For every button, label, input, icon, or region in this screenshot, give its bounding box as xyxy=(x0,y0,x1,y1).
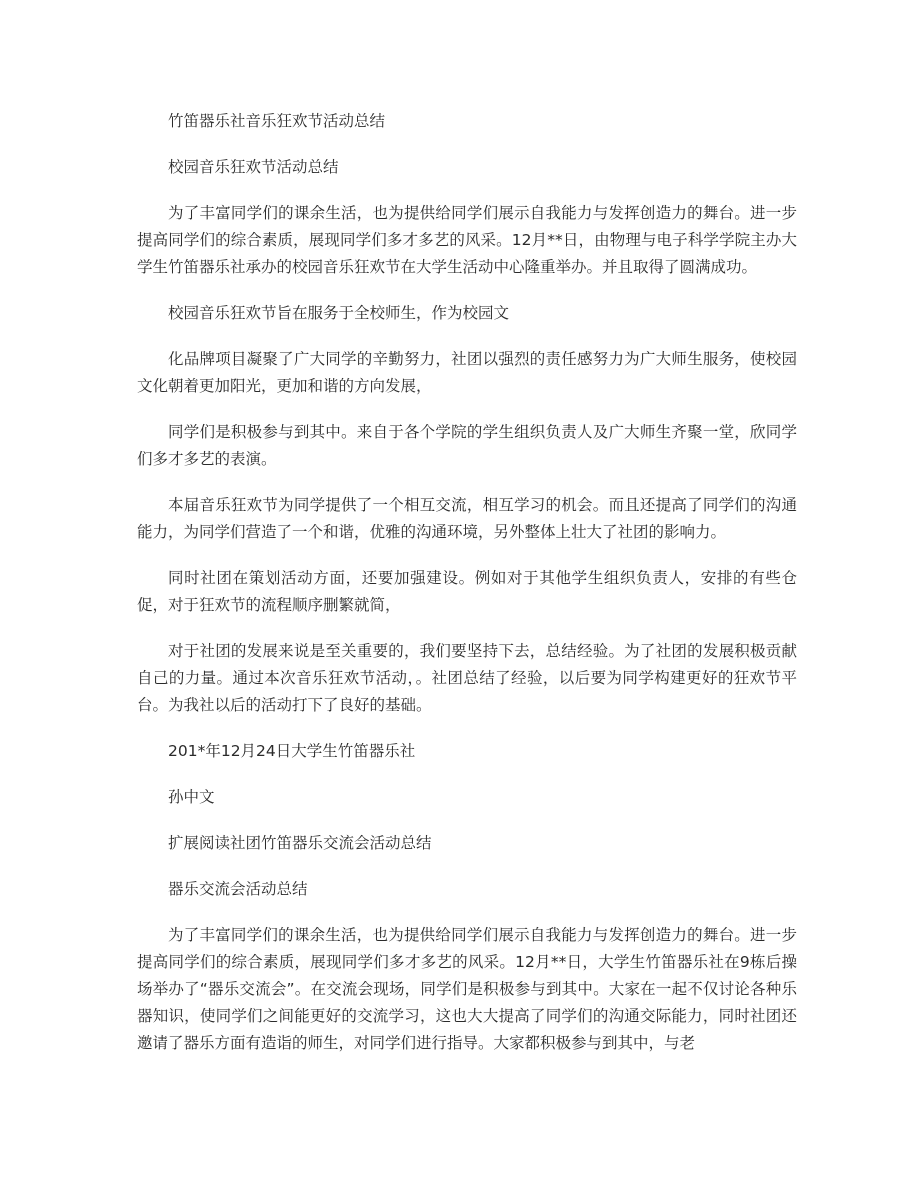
paragraph: 为了丰富同学们的课余生活，也为提供给同学们展示自我能力与发挥创造力的舞台。进一步提高同学们的综合素质，展现同学们多才多艺的风采。12月**日，由物理与电子科学学院主办大学生竹笛器乐社承办的校园音乐狂欢节在大学生活动中心隆重举办。并且取得了圆满成功。 xyxy=(137,204,797,276)
paragraph: 对于社团的发展来说是至关重要的，我们要坚持下去，总结经验。为了社团的发展积极贡献自己的力量。通过本次音乐狂欢节活动，。社团总结了经验，以后要为同学构建更好的狂欢节平台。为我社以后的活动打下了良好的基础。 xyxy=(137,642,797,714)
document-body xyxy=(137,108,797,1076)
paragraph: 同学们是积极参与到其中。来自于各个学院的学生组织负责人及广大师生齐聚一堂，欣同学们多才多艺的表演。 xyxy=(137,423,797,468)
paragraph: 化品牌项目凝聚了广大同学的辛勤努力，社团以强烈的责任感努力为广大师生服务，使校园文化朝着更加阳光，更加和谐的方向发展， xyxy=(137,350,797,395)
document-title: 竹笛器乐社音乐狂欢节活动总结 xyxy=(168,112,386,130)
signature-date: 201*年12月24日大学生竹笛器乐社 xyxy=(168,742,416,760)
extended-reading-title: 扩展阅读社团竹笛器乐交流会活动总结 xyxy=(168,834,432,852)
section-title: 器乐交流会活动总结 xyxy=(168,880,308,898)
paragraph: 为了丰富同学们的课余生活，也为提供给同学们展示自我能力与发挥创造力的舞台。进一步提高同学们的综合素质，展现同学们多才多艺的风采。12月**日，大学生竹笛器乐社在9栋后操场举办了“器乐交流会”。在交流会现场，同学们是积极参与到其中。大家在一起不仅讨论各种乐器知识，使同学们之间能更好的交流学习，这也大大提高了同学们的沟通交际能力，同时社团还邀请了器乐方面有造诣的师生，对同学们进行指导。大家都积极参与到其中，与老 xyxy=(137,926,797,1052)
signature-name: 孙中文 xyxy=(168,788,215,806)
paragraph: 同时社团在策划活动方面，还要加强建设。例如对于其他学生组织负责人，安排的有些仓促，对于狂欢节的流程顺序删繁就简， xyxy=(137,569,797,614)
section-title: 校园音乐狂欢节活动总结 xyxy=(168,158,339,176)
paragraph: 校园音乐狂欢节旨在服务于全校师生，作为校园文 xyxy=(168,304,510,322)
paragraph: 本届音乐狂欢节为同学提供了一个相互交流，相互学习的机会。而且还提高了同学们的沟通能力，为同学们营造了一个和谐，优雅的沟通环境，另外整体上壮大了社团的影响力。 xyxy=(137,496,797,541)
